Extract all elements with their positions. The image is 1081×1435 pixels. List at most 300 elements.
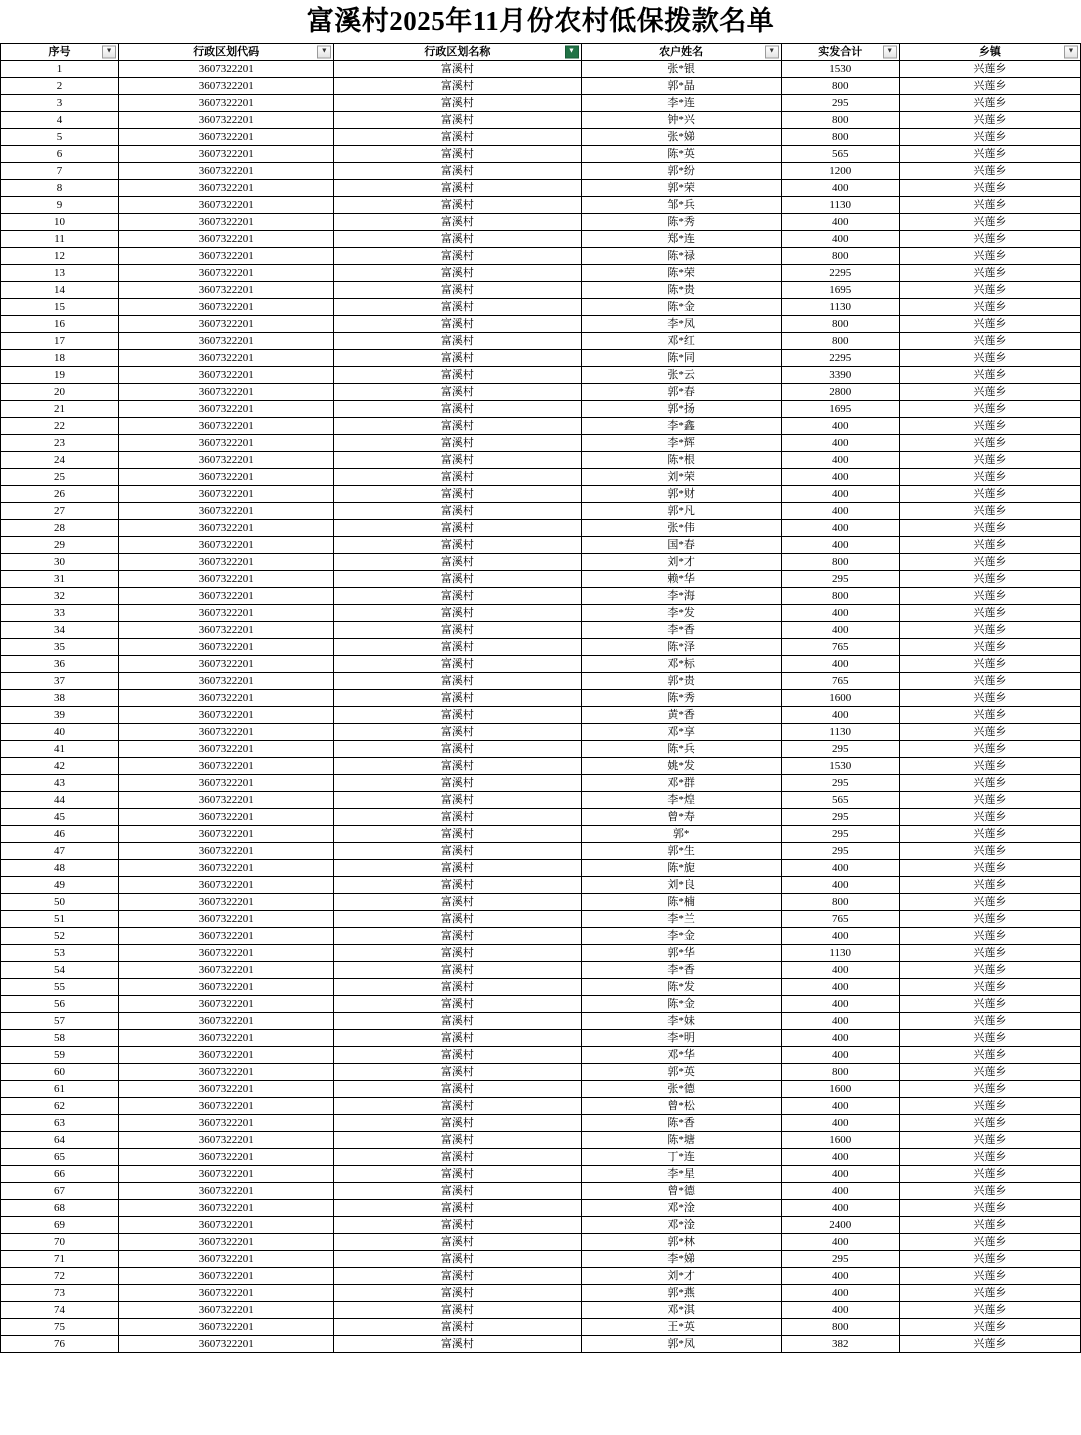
cell-division-name[interactable]: 富溪村 bbox=[334, 928, 581, 945]
cell-division-name[interactable]: 富溪村 bbox=[334, 1234, 581, 1251]
cell-division-code[interactable]: 3607322201 bbox=[119, 775, 334, 792]
cell-division-code[interactable]: 3607322201 bbox=[119, 571, 334, 588]
cell-total-amount[interactable]: 800 bbox=[781, 112, 899, 129]
cell-division-name[interactable]: 富溪村 bbox=[334, 418, 581, 435]
cell-household-name[interactable]: 郭*贵 bbox=[581, 673, 781, 690]
cell-division-code[interactable]: 3607322201 bbox=[119, 1115, 334, 1132]
cell-index[interactable]: 51 bbox=[1, 911, 119, 928]
cell-division-name[interactable]: 富溪村 bbox=[334, 588, 581, 605]
cell-household-name[interactable]: 郭*凡 bbox=[581, 503, 781, 520]
cell-township[interactable]: 兴莲乡 bbox=[899, 112, 1080, 129]
cell-township[interactable]: 兴莲乡 bbox=[899, 435, 1080, 452]
cell-division-name[interactable]: 富溪村 bbox=[334, 758, 581, 775]
cell-index[interactable]: 48 bbox=[1, 860, 119, 877]
cell-total-amount[interactable]: 295 bbox=[781, 1251, 899, 1268]
cell-division-code[interactable]: 3607322201 bbox=[119, 350, 334, 367]
cell-township[interactable]: 兴莲乡 bbox=[899, 401, 1080, 418]
cell-index[interactable]: 64 bbox=[1, 1132, 119, 1149]
cell-index[interactable]: 13 bbox=[1, 265, 119, 282]
cell-division-name[interactable]: 富溪村 bbox=[334, 95, 581, 112]
cell-township[interactable]: 兴莲乡 bbox=[899, 197, 1080, 214]
cell-total-amount[interactable]: 400 bbox=[781, 435, 899, 452]
cell-index[interactable]: 75 bbox=[1, 1319, 119, 1336]
cell-household-name[interactable]: 陈*贵 bbox=[581, 282, 781, 299]
cell-household-name[interactable]: 陈*英 bbox=[581, 146, 781, 163]
filter-dropdown-icon[interactable]: ▼ bbox=[317, 46, 331, 59]
cell-household-name[interactable]: 陈*塘 bbox=[581, 1132, 781, 1149]
cell-household-name[interactable]: 陈*金 bbox=[581, 299, 781, 316]
cell-division-code[interactable]: 3607322201 bbox=[119, 180, 334, 197]
cell-household-name[interactable]: 姚*发 bbox=[581, 758, 781, 775]
cell-index[interactable]: 65 bbox=[1, 1149, 119, 1166]
cell-division-name[interactable]: 富溪村 bbox=[334, 962, 581, 979]
cell-division-code[interactable]: 3607322201 bbox=[119, 724, 334, 741]
cell-index[interactable]: 10 bbox=[1, 214, 119, 231]
cell-division-code[interactable]: 3607322201 bbox=[119, 622, 334, 639]
cell-total-amount[interactable]: 765 bbox=[781, 673, 899, 690]
cell-division-name[interactable]: 富溪村 bbox=[334, 1030, 581, 1047]
cell-index[interactable]: 11 bbox=[1, 231, 119, 248]
cell-township[interactable]: 兴莲乡 bbox=[899, 282, 1080, 299]
cell-division-code[interactable]: 3607322201 bbox=[119, 588, 334, 605]
cell-division-code[interactable]: 3607322201 bbox=[119, 146, 334, 163]
cell-division-name[interactable]: 富溪村 bbox=[334, 197, 581, 214]
cell-division-name[interactable]: 富溪村 bbox=[334, 1302, 581, 1319]
cell-division-code[interactable]: 3607322201 bbox=[119, 639, 334, 656]
cell-division-code[interactable]: 3607322201 bbox=[119, 384, 334, 401]
cell-total-amount[interactable]: 1530 bbox=[781, 758, 899, 775]
cell-household-name[interactable]: 郭*纷 bbox=[581, 163, 781, 180]
cell-division-name[interactable]: 富溪村 bbox=[334, 1132, 581, 1149]
cell-township[interactable]: 兴莲乡 bbox=[899, 231, 1080, 248]
cell-division-code[interactable]: 3607322201 bbox=[119, 996, 334, 1013]
cell-total-amount[interactable]: 800 bbox=[781, 248, 899, 265]
cell-index[interactable]: 71 bbox=[1, 1251, 119, 1268]
cell-household-name[interactable]: 陈*禄 bbox=[581, 248, 781, 265]
cell-household-name[interactable]: 王*英 bbox=[581, 1319, 781, 1336]
cell-total-amount[interactable]: 382 bbox=[781, 1336, 899, 1353]
column-header-township[interactable] bbox=[899, 44, 1080, 61]
cell-household-name[interactable]: 张*银 bbox=[581, 61, 781, 78]
cell-division-code[interactable]: 3607322201 bbox=[119, 418, 334, 435]
cell-household-name[interactable]: 李*香 bbox=[581, 962, 781, 979]
cell-township[interactable]: 兴莲乡 bbox=[899, 605, 1080, 622]
cell-household-name[interactable]: 陈*根 bbox=[581, 452, 781, 469]
cell-township[interactable]: 兴莲乡 bbox=[899, 996, 1080, 1013]
cell-division-code[interactable]: 3607322201 bbox=[119, 1251, 334, 1268]
cell-township[interactable]: 兴莲乡 bbox=[899, 78, 1080, 95]
cell-division-name[interactable]: 富溪村 bbox=[334, 1149, 581, 1166]
cell-household-name[interactable]: 陈*兵 bbox=[581, 741, 781, 758]
cell-division-name[interactable]: 富溪村 bbox=[334, 299, 581, 316]
cell-total-amount[interactable]: 295 bbox=[781, 775, 899, 792]
cell-township[interactable]: 兴莲乡 bbox=[899, 639, 1080, 656]
cell-household-name[interactable]: 李*金 bbox=[581, 928, 781, 945]
cell-total-amount[interactable]: 1600 bbox=[781, 1132, 899, 1149]
cell-division-code[interactable]: 3607322201 bbox=[119, 1047, 334, 1064]
cell-household-name[interactable]: 张*云 bbox=[581, 367, 781, 384]
cell-division-code[interactable]: 3607322201 bbox=[119, 945, 334, 962]
cell-township[interactable]: 兴莲乡 bbox=[899, 418, 1080, 435]
cell-township[interactable]: 兴莲乡 bbox=[899, 163, 1080, 180]
cell-index[interactable]: 32 bbox=[1, 588, 119, 605]
cell-division-code[interactable]: 3607322201 bbox=[119, 333, 334, 350]
cell-household-name[interactable]: 刘*荣 bbox=[581, 469, 781, 486]
cell-household-name[interactable]: 邓*淇 bbox=[581, 1302, 781, 1319]
cell-index[interactable]: 18 bbox=[1, 350, 119, 367]
cell-household-name[interactable]: 邓*淦 bbox=[581, 1217, 781, 1234]
cell-division-name[interactable]: 富溪村 bbox=[334, 78, 581, 95]
cell-index[interactable]: 7 bbox=[1, 163, 119, 180]
cell-total-amount[interactable]: 400 bbox=[781, 180, 899, 197]
cell-index[interactable]: 29 bbox=[1, 537, 119, 554]
cell-household-name[interactable]: 郭*燕 bbox=[581, 1285, 781, 1302]
cell-household-name[interactable]: 曾*松 bbox=[581, 1098, 781, 1115]
column-header-index[interactable] bbox=[1, 44, 119, 61]
cell-household-name[interactable]: 刘*才 bbox=[581, 554, 781, 571]
cell-township[interactable]: 兴莲乡 bbox=[899, 622, 1080, 639]
cell-index[interactable]: 8 bbox=[1, 180, 119, 197]
cell-division-name[interactable]: 富溪村 bbox=[334, 350, 581, 367]
cell-division-code[interactable]: 3607322201 bbox=[119, 554, 334, 571]
cell-index[interactable]: 69 bbox=[1, 1217, 119, 1234]
cell-division-code[interactable]: 3607322201 bbox=[119, 1132, 334, 1149]
cell-total-amount[interactable]: 1600 bbox=[781, 690, 899, 707]
cell-total-amount[interactable]: 565 bbox=[781, 146, 899, 163]
cell-township[interactable]: 兴莲乡 bbox=[899, 690, 1080, 707]
cell-division-name[interactable]: 富溪村 bbox=[334, 792, 581, 809]
cell-division-code[interactable]: 3607322201 bbox=[119, 809, 334, 826]
cell-division-code[interactable]: 3607322201 bbox=[119, 282, 334, 299]
cell-township[interactable]: 兴莲乡 bbox=[899, 656, 1080, 673]
cell-division-code[interactable]: 3607322201 bbox=[119, 299, 334, 316]
cell-division-name[interactable]: 富溪村 bbox=[334, 384, 581, 401]
cell-division-code[interactable]: 3607322201 bbox=[119, 690, 334, 707]
cell-index[interactable]: 46 bbox=[1, 826, 119, 843]
cell-township[interactable]: 兴莲乡 bbox=[899, 962, 1080, 979]
cell-total-amount[interactable]: 400 bbox=[781, 520, 899, 537]
cell-total-amount[interactable]: 400 bbox=[781, 1183, 899, 1200]
cell-division-code[interactable]: 3607322201 bbox=[119, 843, 334, 860]
cell-index[interactable]: 28 bbox=[1, 520, 119, 537]
cell-index[interactable]: 43 bbox=[1, 775, 119, 792]
cell-household-name[interactable]: 郭*英 bbox=[581, 1064, 781, 1081]
cell-household-name[interactable]: 黄*香 bbox=[581, 707, 781, 724]
cell-total-amount[interactable]: 400 bbox=[781, 996, 899, 1013]
cell-township[interactable]: 兴莲乡 bbox=[899, 843, 1080, 860]
cell-division-name[interactable]: 富溪村 bbox=[334, 724, 581, 741]
cell-division-code[interactable]: 3607322201 bbox=[119, 1217, 334, 1234]
cell-total-amount[interactable]: 400 bbox=[781, 1200, 899, 1217]
cell-division-name[interactable]: 富溪村 bbox=[334, 775, 581, 792]
cell-index[interactable]: 47 bbox=[1, 843, 119, 860]
cell-household-name[interactable]: 郭*晶 bbox=[581, 78, 781, 95]
cell-household-name[interactable]: 李*明 bbox=[581, 1030, 781, 1047]
cell-index[interactable]: 62 bbox=[1, 1098, 119, 1115]
cell-household-name[interactable]: 陈*发 bbox=[581, 979, 781, 996]
cell-division-name[interactable]: 富溪村 bbox=[334, 826, 581, 843]
cell-division-name[interactable]: 富溪村 bbox=[334, 1081, 581, 1098]
cell-division-code[interactable]: 3607322201 bbox=[119, 1336, 334, 1353]
filter-dropdown-icon[interactable]: ▼ bbox=[765, 46, 779, 59]
cell-household-name[interactable]: 陈*同 bbox=[581, 350, 781, 367]
cell-total-amount[interactable]: 400 bbox=[781, 1013, 899, 1030]
cell-index[interactable]: 3 bbox=[1, 95, 119, 112]
cell-township[interactable]: 兴莲乡 bbox=[899, 367, 1080, 384]
cell-household-name[interactable]: 李*煌 bbox=[581, 792, 781, 809]
cell-index[interactable]: 6 bbox=[1, 146, 119, 163]
cell-index[interactable]: 59 bbox=[1, 1047, 119, 1064]
cell-township[interactable]: 兴莲乡 bbox=[899, 316, 1080, 333]
cell-total-amount[interactable]: 765 bbox=[781, 639, 899, 656]
cell-division-name[interactable]: 富溪村 bbox=[334, 843, 581, 860]
cell-division-code[interactable]: 3607322201 bbox=[119, 673, 334, 690]
cell-division-name[interactable]: 富溪村 bbox=[334, 146, 581, 163]
cell-total-amount[interactable]: 400 bbox=[781, 877, 899, 894]
cell-total-amount[interactable]: 800 bbox=[781, 1064, 899, 1081]
cell-total-amount[interactable]: 295 bbox=[781, 826, 899, 843]
cell-index[interactable]: 57 bbox=[1, 1013, 119, 1030]
cell-division-name[interactable]: 富溪村 bbox=[334, 1319, 581, 1336]
cell-household-name[interactable]: 郭* bbox=[581, 826, 781, 843]
column-header-division-code[interactable] bbox=[119, 44, 334, 61]
cell-division-code[interactable]: 3607322201 bbox=[119, 826, 334, 843]
cell-household-name[interactable]: 陈*泽 bbox=[581, 639, 781, 656]
cell-division-code[interactable]: 3607322201 bbox=[119, 214, 334, 231]
cell-township[interactable]: 兴莲乡 bbox=[899, 826, 1080, 843]
cell-total-amount[interactable]: 800 bbox=[781, 333, 899, 350]
cell-division-name[interactable]: 富溪村 bbox=[334, 741, 581, 758]
cell-total-amount[interactable]: 800 bbox=[781, 316, 899, 333]
cell-household-name[interactable]: 李*发 bbox=[581, 605, 781, 622]
cell-index[interactable]: 2 bbox=[1, 78, 119, 95]
cell-division-name[interactable]: 富溪村 bbox=[334, 1336, 581, 1353]
cell-division-code[interactable]: 3607322201 bbox=[119, 452, 334, 469]
cell-township[interactable]: 兴莲乡 bbox=[899, 1098, 1080, 1115]
cell-total-amount[interactable]: 1600 bbox=[781, 1081, 899, 1098]
cell-township[interactable]: 兴莲乡 bbox=[899, 1013, 1080, 1030]
cell-household-name[interactable]: 张*娣 bbox=[581, 129, 781, 146]
cell-division-name[interactable]: 富溪村 bbox=[334, 996, 581, 1013]
cell-township[interactable]: 兴莲乡 bbox=[899, 1183, 1080, 1200]
cell-index[interactable]: 72 bbox=[1, 1268, 119, 1285]
cell-township[interactable]: 兴莲乡 bbox=[899, 350, 1080, 367]
cell-household-name[interactable]: 邓*标 bbox=[581, 656, 781, 673]
cell-township[interactable]: 兴莲乡 bbox=[899, 1302, 1080, 1319]
cell-division-code[interactable]: 3607322201 bbox=[119, 503, 334, 520]
cell-division-name[interactable]: 富溪村 bbox=[334, 503, 581, 520]
cell-household-name[interactable]: 李*凤 bbox=[581, 316, 781, 333]
cell-household-name[interactable]: 邓*淦 bbox=[581, 1200, 781, 1217]
cell-township[interactable]: 兴莲乡 bbox=[899, 265, 1080, 282]
cell-division-code[interactable]: 3607322201 bbox=[119, 401, 334, 418]
cell-total-amount[interactable]: 1530 bbox=[781, 61, 899, 78]
cell-index[interactable]: 73 bbox=[1, 1285, 119, 1302]
cell-division-name[interactable]: 富溪村 bbox=[334, 129, 581, 146]
cell-household-name[interactable]: 曾*寿 bbox=[581, 809, 781, 826]
cell-total-amount[interactable]: 400 bbox=[781, 1149, 899, 1166]
cell-division-code[interactable]: 3607322201 bbox=[119, 231, 334, 248]
cell-township[interactable]: 兴莲乡 bbox=[899, 95, 1080, 112]
cell-division-code[interactable]: 3607322201 bbox=[119, 979, 334, 996]
cell-index[interactable]: 26 bbox=[1, 486, 119, 503]
cell-division-name[interactable]: 富溪村 bbox=[334, 333, 581, 350]
cell-total-amount[interactable]: 400 bbox=[781, 605, 899, 622]
cell-division-name[interactable]: 富溪村 bbox=[334, 486, 581, 503]
cell-household-name[interactable]: 郭*生 bbox=[581, 843, 781, 860]
cell-index[interactable]: 67 bbox=[1, 1183, 119, 1200]
filter-active-icon[interactable]: ▼ bbox=[565, 46, 579, 59]
cell-index[interactable]: 23 bbox=[1, 435, 119, 452]
cell-household-name[interactable]: 曾*德 bbox=[581, 1183, 781, 1200]
cell-township[interactable]: 兴莲乡 bbox=[899, 571, 1080, 588]
cell-division-code[interactable]: 3607322201 bbox=[119, 1302, 334, 1319]
cell-division-code[interactable]: 3607322201 bbox=[119, 894, 334, 911]
cell-division-code[interactable]: 3607322201 bbox=[119, 1013, 334, 1030]
cell-division-name[interactable]: 富溪村 bbox=[334, 1285, 581, 1302]
cell-total-amount[interactable]: 295 bbox=[781, 809, 899, 826]
cell-total-amount[interactable]: 400 bbox=[781, 962, 899, 979]
cell-index[interactable]: 42 bbox=[1, 758, 119, 775]
cell-division-name[interactable]: 富溪村 bbox=[334, 1268, 581, 1285]
cell-total-amount[interactable]: 800 bbox=[781, 129, 899, 146]
cell-division-name[interactable]: 富溪村 bbox=[334, 452, 581, 469]
cell-division-name[interactable]: 富溪村 bbox=[334, 231, 581, 248]
filter-dropdown-icon[interactable]: ▼ bbox=[1064, 46, 1078, 59]
cell-total-amount[interactable]: 1695 bbox=[781, 401, 899, 418]
cell-township[interactable]: 兴莲乡 bbox=[899, 588, 1080, 605]
cell-division-code[interactable]: 3607322201 bbox=[119, 537, 334, 554]
cell-index[interactable]: 39 bbox=[1, 707, 119, 724]
cell-township[interactable]: 兴莲乡 bbox=[899, 1132, 1080, 1149]
cell-division-name[interactable]: 富溪村 bbox=[334, 945, 581, 962]
cell-total-amount[interactable]: 400 bbox=[781, 537, 899, 554]
cell-household-name[interactable]: 邓*享 bbox=[581, 724, 781, 741]
cell-division-code[interactable]: 3607322201 bbox=[119, 95, 334, 112]
cell-index[interactable]: 36 bbox=[1, 656, 119, 673]
cell-household-name[interactable]: 赖*华 bbox=[581, 571, 781, 588]
cell-household-name[interactable]: 邓*华 bbox=[581, 1047, 781, 1064]
cell-township[interactable]: 兴莲乡 bbox=[899, 452, 1080, 469]
cell-division-name[interactable]: 富溪村 bbox=[334, 367, 581, 384]
cell-division-name[interactable]: 富溪村 bbox=[334, 1115, 581, 1132]
cell-division-name[interactable]: 富溪村 bbox=[334, 707, 581, 724]
cell-township[interactable]: 兴莲乡 bbox=[899, 707, 1080, 724]
cell-index[interactable]: 53 bbox=[1, 945, 119, 962]
cell-household-name[interactable]: 国*春 bbox=[581, 537, 781, 554]
cell-division-name[interactable]: 富溪村 bbox=[334, 1200, 581, 1217]
cell-township[interactable]: 兴莲乡 bbox=[899, 554, 1080, 571]
column-header-division-name[interactable] bbox=[334, 44, 581, 61]
cell-division-code[interactable]: 3607322201 bbox=[119, 520, 334, 537]
cell-division-code[interactable]: 3607322201 bbox=[119, 962, 334, 979]
cell-township[interactable]: 兴莲乡 bbox=[899, 1234, 1080, 1251]
cell-household-name[interactable]: 陈*楠 bbox=[581, 894, 781, 911]
cell-index[interactable]: 55 bbox=[1, 979, 119, 996]
cell-household-name[interactable]: 李*星 bbox=[581, 1166, 781, 1183]
cell-total-amount[interactable]: 400 bbox=[781, 1030, 899, 1047]
cell-township[interactable]: 兴莲乡 bbox=[899, 1030, 1080, 1047]
cell-total-amount[interactable]: 295 bbox=[781, 741, 899, 758]
cell-household-name[interactable]: 陈*秀 bbox=[581, 690, 781, 707]
cell-division-code[interactable]: 3607322201 bbox=[119, 1285, 334, 1302]
cell-division-name[interactable]: 富溪村 bbox=[334, 605, 581, 622]
cell-division-code[interactable]: 3607322201 bbox=[119, 316, 334, 333]
cell-household-name[interactable]: 郭*扬 bbox=[581, 401, 781, 418]
cell-total-amount[interactable]: 565 bbox=[781, 792, 899, 809]
cell-index[interactable]: 50 bbox=[1, 894, 119, 911]
cell-total-amount[interactable]: 400 bbox=[781, 860, 899, 877]
cell-index[interactable]: 58 bbox=[1, 1030, 119, 1047]
cell-index[interactable]: 66 bbox=[1, 1166, 119, 1183]
cell-township[interactable]: 兴莲乡 bbox=[899, 741, 1080, 758]
cell-division-code[interactable]: 3607322201 bbox=[119, 486, 334, 503]
cell-township[interactable]: 兴莲乡 bbox=[899, 1268, 1080, 1285]
cell-division-code[interactable]: 3607322201 bbox=[119, 1319, 334, 1336]
cell-division-name[interactable]: 富溪村 bbox=[334, 435, 581, 452]
cell-total-amount[interactable]: 400 bbox=[781, 503, 899, 520]
cell-township[interactable]: 兴莲乡 bbox=[899, 299, 1080, 316]
cell-household-name[interactable]: 李*妹 bbox=[581, 1013, 781, 1030]
cell-division-code[interactable]: 3607322201 bbox=[119, 656, 334, 673]
cell-division-name[interactable]: 富溪村 bbox=[334, 571, 581, 588]
cell-township[interactable]: 兴莲乡 bbox=[899, 724, 1080, 741]
cell-division-name[interactable]: 富溪村 bbox=[334, 180, 581, 197]
cell-township[interactable]: 兴莲乡 bbox=[899, 520, 1080, 537]
cell-division-name[interactable]: 富溪村 bbox=[334, 112, 581, 129]
cell-household-name[interactable]: 陈*秀 bbox=[581, 214, 781, 231]
cell-total-amount[interactable]: 800 bbox=[781, 894, 899, 911]
cell-township[interactable]: 兴莲乡 bbox=[899, 469, 1080, 486]
cell-division-code[interactable]: 3607322201 bbox=[119, 792, 334, 809]
cell-total-amount[interactable]: 800 bbox=[781, 1319, 899, 1336]
cell-township[interactable]: 兴莲乡 bbox=[899, 214, 1080, 231]
cell-index[interactable]: 15 bbox=[1, 299, 119, 316]
cell-total-amount[interactable]: 400 bbox=[781, 1268, 899, 1285]
cell-division-code[interactable]: 3607322201 bbox=[119, 1166, 334, 1183]
cell-division-name[interactable]: 富溪村 bbox=[334, 894, 581, 911]
cell-division-code[interactable]: 3607322201 bbox=[119, 265, 334, 282]
cell-total-amount[interactable]: 400 bbox=[781, 928, 899, 945]
cell-total-amount[interactable]: 1695 bbox=[781, 282, 899, 299]
cell-township[interactable]: 兴莲乡 bbox=[899, 1336, 1080, 1353]
cell-total-amount[interactable]: 295 bbox=[781, 571, 899, 588]
cell-index[interactable]: 4 bbox=[1, 112, 119, 129]
cell-division-name[interactable]: 富溪村 bbox=[334, 1166, 581, 1183]
cell-division-name[interactable]: 富溪村 bbox=[334, 1183, 581, 1200]
cell-household-name[interactable]: 陈*香 bbox=[581, 1115, 781, 1132]
filter-dropdown-icon[interactable]: ▼ bbox=[883, 46, 897, 59]
cell-division-code[interactable]: 3607322201 bbox=[119, 78, 334, 95]
cell-household-name[interactable]: 陈*金 bbox=[581, 996, 781, 1013]
cell-index[interactable]: 33 bbox=[1, 605, 119, 622]
cell-total-amount[interactable]: 400 bbox=[781, 231, 899, 248]
cell-index[interactable]: 24 bbox=[1, 452, 119, 469]
cell-index[interactable]: 9 bbox=[1, 197, 119, 214]
cell-division-code[interactable]: 3607322201 bbox=[119, 248, 334, 265]
cell-household-name[interactable]: 邓*红 bbox=[581, 333, 781, 350]
cell-total-amount[interactable]: 295 bbox=[781, 95, 899, 112]
cell-township[interactable]: 兴莲乡 bbox=[899, 1251, 1080, 1268]
cell-division-code[interactable]: 3607322201 bbox=[119, 1081, 334, 1098]
cell-division-code[interactable]: 3607322201 bbox=[119, 707, 334, 724]
cell-division-code[interactable]: 3607322201 bbox=[119, 1064, 334, 1081]
cell-index[interactable]: 14 bbox=[1, 282, 119, 299]
cell-township[interactable]: 兴莲乡 bbox=[899, 180, 1080, 197]
cell-division-name[interactable]: 富溪村 bbox=[334, 622, 581, 639]
column-header-total-amount[interactable] bbox=[781, 44, 899, 61]
cell-total-amount[interactable]: 800 bbox=[781, 554, 899, 571]
